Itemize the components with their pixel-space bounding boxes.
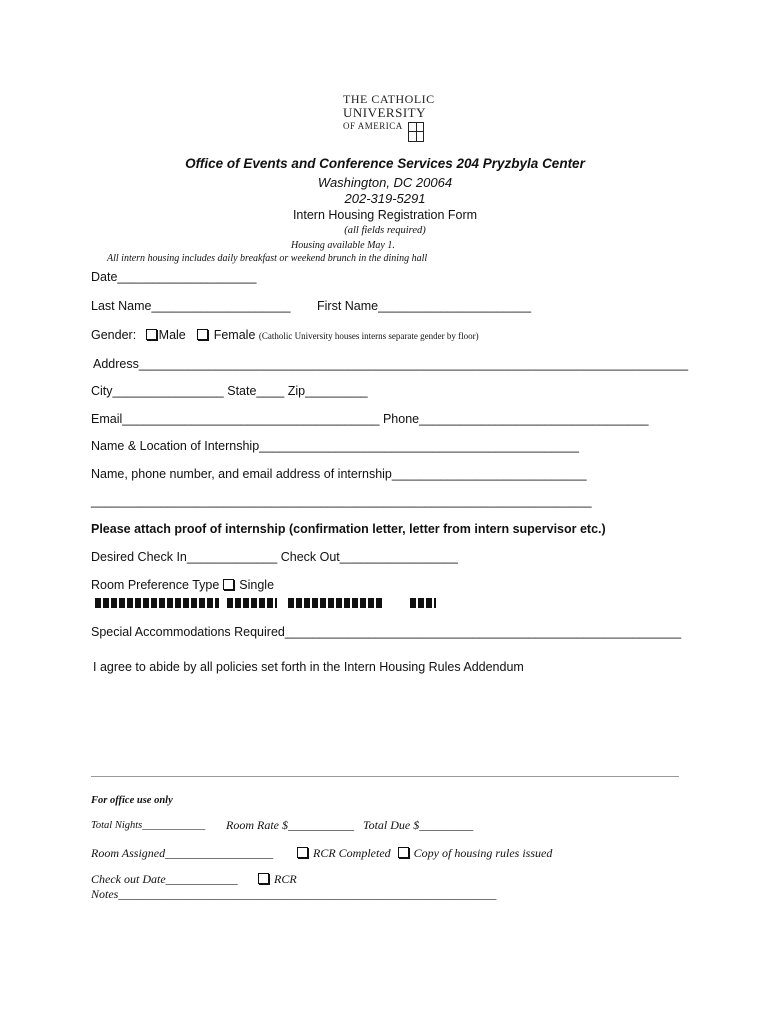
female-label: Female — [213, 328, 256, 342]
meals-note: All intern housing includes daily breakfast or weekend brunch in the dining hall — [107, 253, 428, 264]
room-preference-row — [91, 578, 274, 592]
check-in-out-field[interactable]: Desired Check In_____________ Check Out_________________ — [91, 550, 458, 564]
rcr-completed-checkbox[interactable] — [297, 847, 308, 858]
office-city: Washington, DC 20064 — [317, 175, 453, 190]
email-phone-field[interactable]: Email_____________________________________ Phone_________________________________ — [91, 412, 649, 426]
male-label: Male — [158, 328, 186, 342]
room-preference-label: Room Preference Type — [91, 578, 220, 592]
internship-location-field[interactable]: Name & Location of Internship______________________________________________ — [91, 439, 579, 453]
single-label: Single — [239, 578, 275, 592]
form-title: Intern Housing Registration Form — [292, 208, 478, 222]
single-checkbox[interactable] — [223, 579, 234, 590]
rcr-completed-label: RCR Completed — [313, 846, 391, 860]
gender-label: Gender: — [91, 328, 137, 342]
copy-rules-checkbox[interactable] — [398, 847, 409, 858]
unreadable-option-1 — [95, 598, 219, 608]
rcr-label: RCR — [274, 872, 297, 886]
unreadable-option-3 — [288, 598, 384, 608]
housing-availability: Housing available May 1. — [291, 240, 395, 251]
rcr-completed-row — [297, 846, 552, 861]
room-assigned-field[interactable]: Room Assigned__________________ — [91, 846, 274, 860]
crest-icon — [408, 122, 424, 142]
gender-note: (Catholic University houses interns separate gender by floor) — [258, 331, 479, 341]
copy-rules-label: Copy of housing rules issued — [413, 846, 553, 860]
notes-field[interactable]: Notes_______________________________________________________________ — [91, 887, 497, 901]
room-rate-field[interactable]: Room Rate $___________ — [226, 818, 354, 832]
total-nights-field[interactable]: Total Nights____________ — [91, 820, 206, 831]
proof-notice: Please attach proof of internship (confirmation letter, letter from intern supervisor etc.) — [91, 522, 606, 536]
rcr-checkbox[interactable] — [258, 873, 269, 884]
check-out-date-field[interactable]: Check out Date____________ — [91, 872, 238, 886]
agreement-statement: I agree to abide by all policies set forth in the Intern Housing Rules Addendum — [93, 660, 524, 674]
city-state-zip-field[interactable]: City________________ State____ Zip_________ — [91, 384, 368, 398]
office-heading: Office of Events and Conference Services 204 Pryzbyla Center — [185, 156, 585, 171]
special-accommodations-field[interactable]: Special Accommodations Required_________________________________________________________ — [91, 625, 682, 639]
internship-contact-continuation[interactable]: ________________________________________________________________________ — [91, 494, 592, 508]
logo-line-1: THE CATHOLIC — [343, 92, 435, 106]
office-use-heading: For office use only — [91, 795, 173, 806]
total-due-field[interactable]: Total Due $_________ — [363, 818, 474, 832]
office-phone: 202-319-5291 — [344, 191, 426, 206]
last-name-field[interactable]: Last Name____________________ — [91, 299, 291, 313]
logo-line-3: OF AMERICA — [343, 121, 403, 131]
gender-row — [91, 328, 479, 342]
internship-contact-field[interactable]: Name, phone number, and email address of internship____________________________ — [91, 467, 587, 481]
male-checkbox[interactable] — [146, 329, 157, 340]
unreadable-option-2 — [227, 598, 277, 608]
office-use-divider — [91, 776, 679, 777]
unreadable-room-options — [95, 594, 435, 606]
unreadable-option-4 — [410, 598, 436, 608]
rcr-row — [258, 872, 297, 887]
female-checkbox[interactable] — [197, 329, 208, 340]
all-fields-required: (all fields required) — [344, 225, 426, 236]
logo-line-2: UNIVERSITY — [343, 105, 426, 120]
first-name-field[interactable]: First Name______________________ — [317, 299, 532, 313]
address-field[interactable]: Address_______________________________________________________________________________ — [93, 357, 689, 371]
date-field[interactable]: Date____________________ — [91, 270, 257, 284]
